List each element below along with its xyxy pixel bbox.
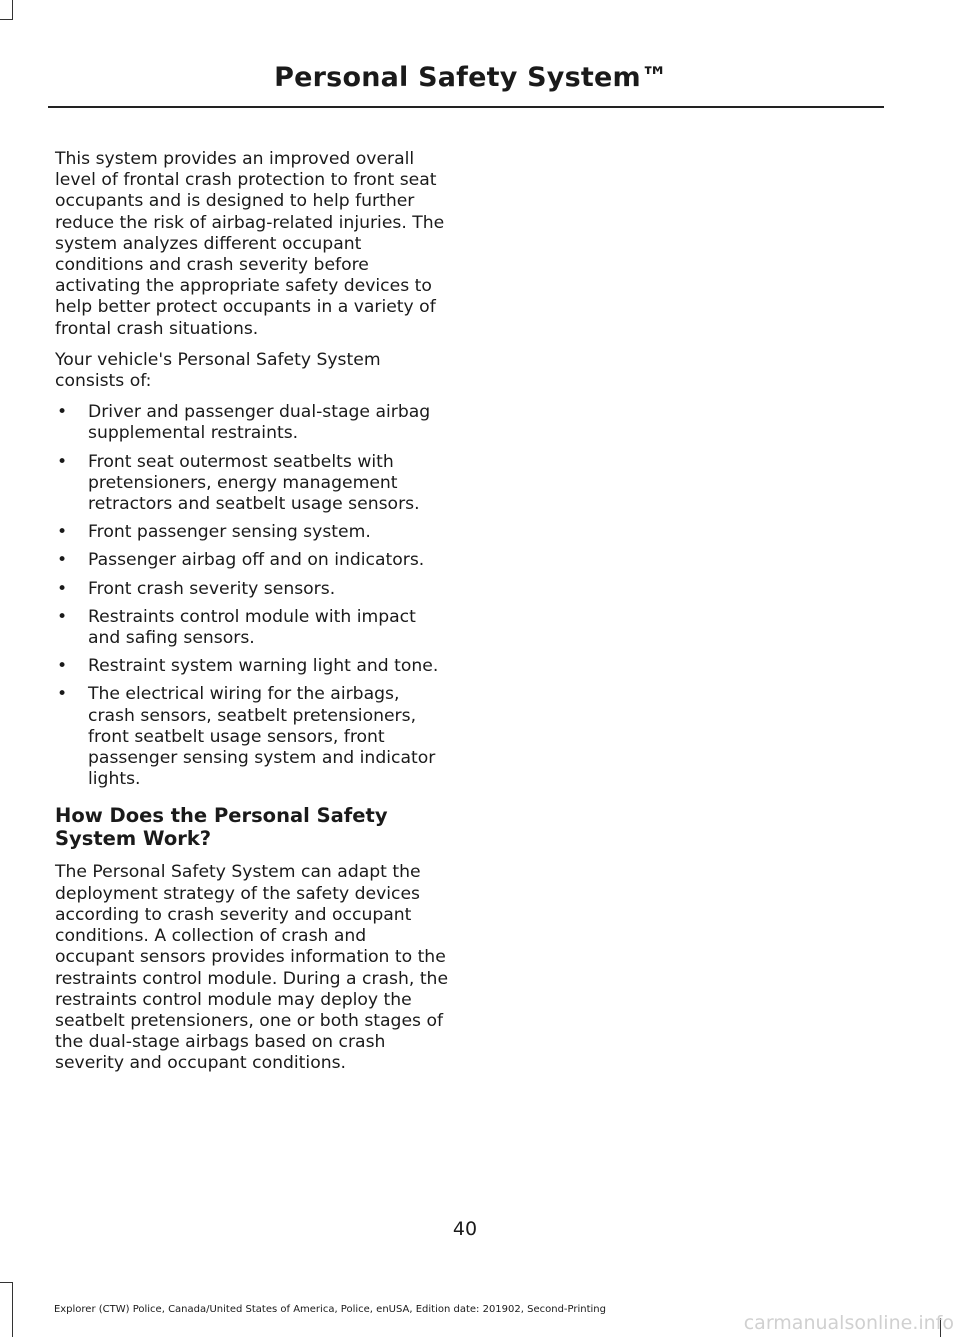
header-divider [48, 106, 884, 108]
list-item: • Restraints control module with impact and safing sensors. [55, 607, 450, 649]
section-paragraph: The Personal Safety System can adapt the deployment strategy of the safety devices according to crash severity and occupant conditions. A collection of crash and occupant sensors provides information to the restraints control module. During a crash, the restraints control module may deploy the seatbelt pretensioners, one or both stages of the dual-stage airbags based on crash severity and occupant conditions. [55, 862, 449, 1074]
list-item: • Front crash severity sensors. [55, 579, 450, 600]
page-number: 40 [452, 1218, 478, 1240]
list-item: • Restraint system warning light and tone. [55, 656, 450, 677]
section-heading: How Does the Personal Safety System Work? [55, 804, 388, 851]
crop-mark-bottom-left-horizontal [0, 1282, 12, 1283]
list-item: • Front passenger sensing system. [55, 522, 450, 543]
list-item: • The electrical wiring for the airbags, crash sensors, seatbelt pretensioners, front seatbelt usage sensors, front passenger sensing system and indicator lights. [55, 684, 450, 790]
list-item: • Driver and passenger dual-stage airbag supplemental restraints. [55, 402, 450, 444]
content-column [55, 149, 450, 1085]
consists-intro: Your vehicle's Personal Safety System consists of: [55, 349, 381, 392]
page-title: Personal Safety System™ [274, 62, 668, 93]
crop-mark-top-left-horizontal [0, 19, 12, 20]
list-item: • Passenger airbag off and on indicators. [55, 550, 450, 571]
edition-footer: Explorer (CTW) Police, Canada/United States of America, Police, enUSA, Edition date: 201902, Second-Printing [53, 1304, 606, 1315]
list-item: • Front seat outermost seatbelts with pretensioners, energy management retractors and seatbelt usage sensors. [55, 452, 450, 516]
crop-mark-top-left-vertical [12, 0, 13, 20]
components-list [55, 402, 450, 790]
watermark: carmanualsonline.info [743, 1312, 954, 1334]
intro-paragraph: This system provides an improved overall level of frontal crash protection to front seat occupants and is designed to help further reduce the risk of airbag-related injuries. The system analyzes different occupant conditions and crash severity before activating the appropriate safety devices to help better protect occupants in a variety of frontal crash situations. [55, 149, 445, 339]
